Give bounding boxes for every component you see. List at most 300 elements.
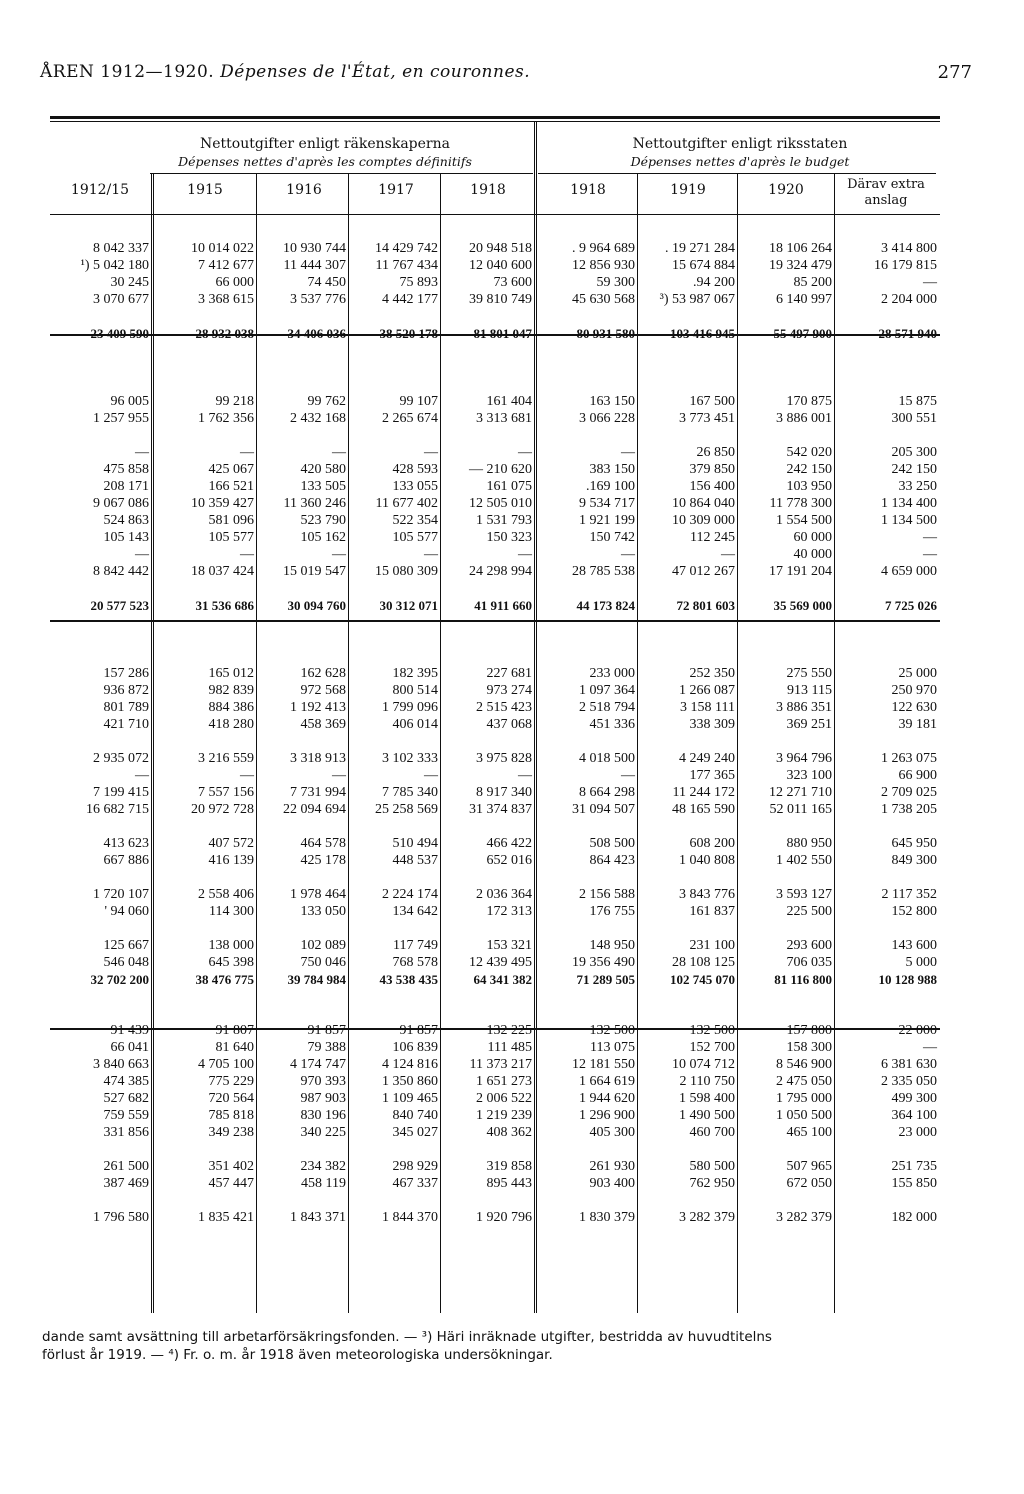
table-cell (441, 1192, 535, 1209)
table-cell: 16 179 815 (874, 258, 937, 273)
col-header-extra: Därav extra anslag (847, 177, 925, 208)
table-cell: 99 107 (399, 394, 438, 409)
table-cell (50, 733, 152, 750)
footnote (42, 1328, 987, 1364)
table-row (50, 580, 940, 597)
table-cell: 12 181 550 (572, 1057, 635, 1072)
table-cell: 608 200 (689, 836, 735, 851)
table-cell (535, 1192, 638, 1209)
table-cell (638, 1192, 738, 1209)
table-cell: 38 476 775 (195, 972, 254, 987)
table-cell (50, 631, 152, 648)
table-cell (349, 1005, 441, 1022)
table-row (50, 1039, 940, 1056)
table-row (50, 1175, 940, 1192)
table-cell: 234 382 (300, 1159, 346, 1174)
table-cell: 425 067 (208, 462, 254, 477)
table-cell: 1 830 379 (579, 1210, 635, 1225)
table-cell: 840 740 (392, 1108, 438, 1123)
table-cell: 437 068 (486, 717, 532, 732)
table-row (50, 869, 940, 886)
table-cell: 7 557 156 (198, 785, 254, 800)
table-cell (441, 1005, 535, 1022)
table-cell: 24 298 994 (469, 564, 532, 579)
table-cell (835, 359, 940, 376)
table-cell: 467 337 (392, 1176, 438, 1191)
table-cell (152, 1005, 257, 1022)
table-cell: 972 568 (300, 683, 346, 698)
table-cell (257, 427, 349, 444)
table-cell: 801 789 (103, 700, 149, 715)
table-cell: 1 219 239 (476, 1108, 532, 1123)
table-cell (441, 614, 535, 631)
table-cell: — (135, 768, 149, 783)
table-cell (638, 580, 738, 597)
table-cell: 177 365 (689, 768, 735, 783)
table-cell: 1 134 400 (881, 496, 937, 511)
table-cell: 2 224 174 (382, 887, 438, 902)
table-cell: — 210 620 (469, 462, 532, 477)
table-cell: 25 258 569 (375, 802, 438, 817)
table-cell: 91 857 (307, 1023, 346, 1038)
table-cell (638, 427, 738, 444)
table-cell: 349 238 (208, 1125, 254, 1140)
table-cell (835, 342, 940, 359)
table-cell (257, 359, 349, 376)
table-cell: 420 580 (300, 462, 346, 477)
table-row (50, 648, 940, 665)
table-cell: 4 018 500 (579, 751, 635, 766)
table-cell: 43 538 435 (379, 972, 438, 987)
table-cell (441, 359, 535, 376)
table-cell (738, 342, 835, 359)
table-cell: — (424, 445, 438, 460)
table-cell (535, 580, 638, 597)
table-row (50, 1073, 940, 1090)
table-cell (441, 869, 535, 886)
table-cell (835, 1141, 940, 1158)
table-cell (441, 1141, 535, 1158)
table-cell: — (240, 547, 254, 562)
table-cell: 1 944 620 (579, 1091, 635, 1106)
table-cell: 800 514 (392, 683, 438, 698)
table-cell (441, 631, 535, 648)
table-cell: 499 300 (891, 1091, 937, 1106)
table-cell (835, 869, 940, 886)
table-cell (738, 733, 835, 750)
table-row (50, 1005, 940, 1022)
table-cell (835, 988, 940, 1005)
table-cell: 170 875 (786, 394, 832, 409)
table-cell: 1 835 421 (198, 1210, 254, 1225)
table-cell: 3 282 379 (679, 1210, 735, 1225)
table-cell (535, 733, 638, 750)
table-cell: — (621, 768, 635, 783)
table-cell (257, 1005, 349, 1022)
table-cell (738, 427, 835, 444)
header-years: ÅREN 1912—1920. (40, 62, 215, 82)
table-cell: 275 550 (786, 666, 832, 681)
table-cell: 1 109 465 (382, 1091, 438, 1106)
table-row (50, 818, 940, 835)
table-cell: 155 850 (891, 1176, 937, 1191)
table-cell: 2 335 050 (881, 1074, 937, 1089)
table-cell: 111 485 (487, 1040, 532, 1055)
table-cell: 28 108 125 (672, 955, 735, 970)
table-cell (349, 733, 441, 750)
table-cell (152, 869, 257, 886)
table-cell: 15 019 547 (283, 564, 346, 579)
table-row (50, 1192, 940, 1209)
table-cell (535, 427, 638, 444)
table-cell: 172 313 (486, 904, 532, 919)
table-cell (441, 376, 535, 393)
table-cell: 524 863 (103, 513, 149, 528)
table-cell (835, 1005, 940, 1022)
table-cell (441, 427, 535, 444)
table-cell: 19 324 479 (769, 258, 832, 273)
table-cell: — (518, 445, 532, 460)
table-cell: 161 075 (486, 479, 532, 494)
table-cell: 41 911 660 (474, 598, 532, 613)
table-cell: ¹) 5 042 180 (80, 258, 149, 273)
table-cell (835, 580, 940, 597)
table-cell: 1 350 860 (382, 1074, 438, 1089)
table-cell (638, 988, 738, 1005)
table-cell: 849 300 (891, 853, 937, 868)
table-cell (638, 359, 738, 376)
table-cell: 474 385 (103, 1074, 149, 1089)
table-cell: 105 577 (392, 530, 438, 545)
table-cell (638, 614, 738, 631)
table-cell (738, 580, 835, 597)
table-cell: 3 368 615 (198, 292, 254, 307)
table-cell (50, 920, 152, 937)
table-cell: 10 359 427 (191, 496, 254, 511)
table-cell (535, 648, 638, 665)
table-row (50, 733, 940, 750)
table-cell: 645 398 (208, 955, 254, 970)
table-cell: 261 500 (103, 1159, 149, 1174)
table-cell: — (135, 547, 149, 562)
table-cell: 66 000 (215, 275, 254, 290)
table-cell: — (240, 445, 254, 460)
table-cell: 157 286 (103, 666, 149, 681)
table-cell: 91 857 (399, 1023, 438, 1038)
col-header-1912-15: 1912/15 (70, 182, 130, 198)
table-cell: 6 381 630 (881, 1057, 937, 1072)
table-cell (835, 920, 940, 937)
table-cell: 81 801 047 (473, 326, 532, 341)
table-cell (349, 988, 441, 1005)
table-cell: 75 893 (399, 275, 438, 290)
table-cell (50, 427, 152, 444)
table-cell (441, 920, 535, 937)
table-row (50, 342, 940, 359)
table-cell: 464 578 (300, 836, 346, 851)
table-cell: 1 097 364 (579, 683, 635, 698)
table-cell (349, 818, 441, 835)
table-cell: 451 336 (589, 717, 635, 732)
table-cell: 523 790 (300, 513, 346, 528)
table-cell (349, 1192, 441, 1209)
table-cell: 1 040 808 (679, 853, 735, 868)
table-cell: 580 500 (689, 1159, 735, 1174)
table-cell: 44 173 824 (576, 598, 635, 613)
table-cell: 293 600 (786, 938, 832, 953)
table-cell: 762 950 (689, 1176, 735, 1191)
table-cell: 3 886 001 (776, 411, 832, 426)
table-cell: 3 070 677 (93, 292, 149, 307)
table-row (50, 461, 940, 478)
table-cell (638, 342, 738, 359)
table-cell: 20 972 728 (191, 802, 254, 817)
table-row (50, 1124, 940, 1141)
table-cell: 338 309 (689, 717, 735, 732)
table-cell (257, 631, 349, 648)
table-cell: 408 362 (486, 1125, 532, 1140)
table-cell: 10 014 022 (191, 241, 254, 256)
table-cell: 2 117 352 (881, 887, 937, 902)
table-cell: 38 520 178 (379, 326, 438, 341)
table-cell: ³) 53 987 067 (659, 292, 735, 307)
table-cell: 7 412 677 (198, 258, 254, 273)
table-cell: 1 257 955 (93, 411, 149, 426)
table-cell (638, 1005, 738, 1022)
table-cell: 15 674 884 (672, 258, 735, 273)
table-cell (835, 733, 940, 750)
table-cell: 103 950 (786, 479, 832, 494)
table-cell: 3 975 828 (476, 751, 532, 766)
table-cell (835, 376, 940, 393)
table-cell: 3 318 913 (290, 751, 346, 766)
table-cell (535, 988, 638, 1005)
table-cell: 122 630 (891, 700, 937, 715)
table-cell: 750 046 (300, 955, 346, 970)
table-cell (535, 869, 638, 886)
table-cell: 973 274 (486, 683, 532, 698)
table-cell: 47 012 267 (672, 564, 735, 579)
table-cell (50, 580, 152, 597)
table-cell: 28 932 038 (195, 326, 254, 341)
total-row (50, 971, 940, 988)
table-cell: 8 842 442 (93, 564, 149, 579)
table-row (50, 852, 940, 869)
table-cell (257, 988, 349, 1005)
total-row (50, 597, 940, 614)
table-cell: 71 289 505 (576, 972, 635, 987)
table-row (50, 920, 940, 937)
table-cell: 182 000 (891, 1210, 937, 1225)
table-row (50, 767, 940, 784)
table-cell: 4 659 000 (881, 564, 937, 579)
table-cell: 421 710 (103, 717, 149, 732)
table-row (50, 1141, 940, 1158)
table-cell: . 9 964 689 (572, 241, 635, 256)
table-cell: 45 630 568 (572, 292, 635, 307)
table-cell: 11 444 307 (283, 258, 346, 273)
table-cell (738, 1192, 835, 1209)
table-cell (152, 427, 257, 444)
table-cell: 113 075 (590, 1040, 635, 1055)
table-cell: 3 216 559 (198, 751, 254, 766)
table-cell: 11 244 172 (672, 785, 735, 800)
table-row (50, 495, 940, 512)
table-cell: 39 784 984 (287, 972, 346, 987)
table-cell: 913 115 (787, 683, 832, 698)
table-cell: 242 150 (786, 462, 832, 477)
table-cell: 15 080 309 (375, 564, 438, 579)
table-cell: 379 850 (689, 462, 735, 477)
table-cell: 12 271 710 (769, 785, 832, 800)
table-cell (535, 1141, 638, 1158)
table-cell: . 19 271 284 (665, 241, 735, 256)
table-cell (738, 818, 835, 835)
table-row (50, 308, 940, 325)
table-cell: 864 423 (589, 853, 635, 868)
table-cell: 105 577 (208, 530, 254, 545)
table-cell: 23 409 590 (90, 326, 149, 341)
table-cell: 125 667 (103, 938, 149, 953)
table-cell (638, 1141, 738, 1158)
table-cell (441, 648, 535, 665)
table-cell: 10 309 000 (672, 513, 735, 528)
table-cell: 208 171 (103, 479, 149, 494)
table-row (50, 393, 940, 410)
table-cell (152, 308, 257, 325)
table-cell (738, 1141, 835, 1158)
group-subtitle-budget: Dépenses nettes d'après le budget (630, 154, 850, 169)
footnote-line-2: förlust år 1919. — ⁴) Fr. o. m. år 1918 även meteorologiska undersökningar. (42, 1347, 553, 1363)
table-cell: 364 100 (891, 1108, 937, 1123)
table-cell: 79 388 (307, 1040, 346, 1055)
table-cell: 106 839 (392, 1040, 438, 1055)
table-cell: 759 559 (103, 1108, 149, 1123)
table-cell: 1 192 413 (290, 700, 346, 715)
col-header-1918-budget: 1918 (570, 182, 606, 198)
table-cell: 466 422 (486, 836, 532, 851)
table-cell (738, 920, 835, 937)
table-row (50, 988, 940, 1005)
table-cell (638, 376, 738, 393)
table-cell: — (240, 768, 254, 783)
table-cell (738, 988, 835, 1005)
table-row (50, 699, 940, 716)
expenditure-table (50, 240, 940, 1226)
table-cell (257, 648, 349, 665)
table-cell: 105 143 (103, 530, 149, 545)
table-cell: 667 886 (103, 853, 149, 868)
table-cell: — (518, 547, 532, 562)
table-row (50, 512, 940, 529)
table-row (50, 1022, 940, 1039)
table-cell (835, 614, 940, 631)
table-row (50, 682, 940, 699)
table-cell: 10 864 040 (672, 496, 735, 511)
table-row (50, 427, 940, 444)
table-cell: 448 537 (392, 853, 438, 868)
table-row (50, 478, 940, 495)
table-cell: 880 950 (786, 836, 832, 851)
table-cell: 150 742 (589, 530, 635, 545)
table-cell: .169 100 (586, 479, 635, 494)
table-row (50, 563, 940, 580)
table-cell (349, 342, 441, 359)
table-cell: 3 313 681 (476, 411, 532, 426)
table-cell (257, 376, 349, 393)
table-cell: 1 598 400 (679, 1091, 735, 1106)
table-cell (349, 869, 441, 886)
table-cell: 81 116 800 (774, 972, 832, 987)
table-cell: 251 735 (891, 1159, 937, 1174)
table-cell: 9 067 086 (93, 496, 149, 511)
table-row (50, 546, 940, 563)
table-row (50, 1107, 940, 1124)
table-cell: 1 531 793 (476, 513, 532, 528)
table-cell: 1 738 205 (881, 802, 937, 817)
table-cell: 1 050 500 (776, 1108, 832, 1123)
table-cell: 2 432 168 (290, 411, 346, 426)
col-header-1918-accounts: 1918 (470, 182, 506, 198)
table-cell (50, 614, 152, 631)
table-row (50, 410, 940, 427)
table-row (50, 444, 940, 461)
table-cell: 30 094 760 (287, 598, 346, 613)
table-cell: 133 050 (300, 904, 346, 919)
table-cell: 225 500 (786, 904, 832, 919)
table-cell (257, 580, 349, 597)
table-cell (349, 614, 441, 631)
table-cell (349, 359, 441, 376)
table-cell: 134 642 (392, 904, 438, 919)
table-cell: — (923, 530, 937, 545)
table-cell: 2 156 588 (579, 887, 635, 902)
table-cell: 768 578 (392, 955, 438, 970)
table-cell: 156 400 (689, 479, 735, 494)
table-cell: 9 534 717 (579, 496, 635, 511)
table-cell (50, 1005, 152, 1022)
table-cell: 340 225 (300, 1125, 346, 1140)
table-cell (638, 920, 738, 937)
table-cell: 176 755 (589, 904, 635, 919)
table-cell: 1 843 371 (290, 1210, 346, 1225)
table-cell: 102 745 070 (670, 972, 735, 987)
table-cell: 527 682 (103, 1091, 149, 1106)
table-cell (257, 1141, 349, 1158)
table-cell (738, 376, 835, 393)
table-cell: 96 005 (110, 394, 149, 409)
table-cell: 12 040 600 (469, 258, 532, 273)
table-cell: 331 856 (103, 1125, 149, 1140)
table-cell: 150 323 (486, 530, 532, 545)
table-cell: 1 296 900 (579, 1108, 635, 1123)
table-cell (50, 359, 152, 376)
table-cell: 165 012 (208, 666, 254, 681)
table-cell: 133 055 (392, 479, 438, 494)
table-cell: 4 705 100 (198, 1057, 254, 1072)
table-cell: 91 807 (215, 1023, 254, 1038)
table-cell: 1 762 356 (198, 411, 254, 426)
table-cell (152, 631, 257, 648)
table-cell: 10 074 712 (672, 1057, 735, 1072)
table-cell (152, 818, 257, 835)
table-cell (835, 308, 940, 325)
table-cell (152, 359, 257, 376)
header-bottom-rule (50, 214, 940, 215)
table-cell: — (923, 275, 937, 290)
table-row (50, 1209, 940, 1226)
table-cell: 4 124 816 (382, 1057, 438, 1072)
